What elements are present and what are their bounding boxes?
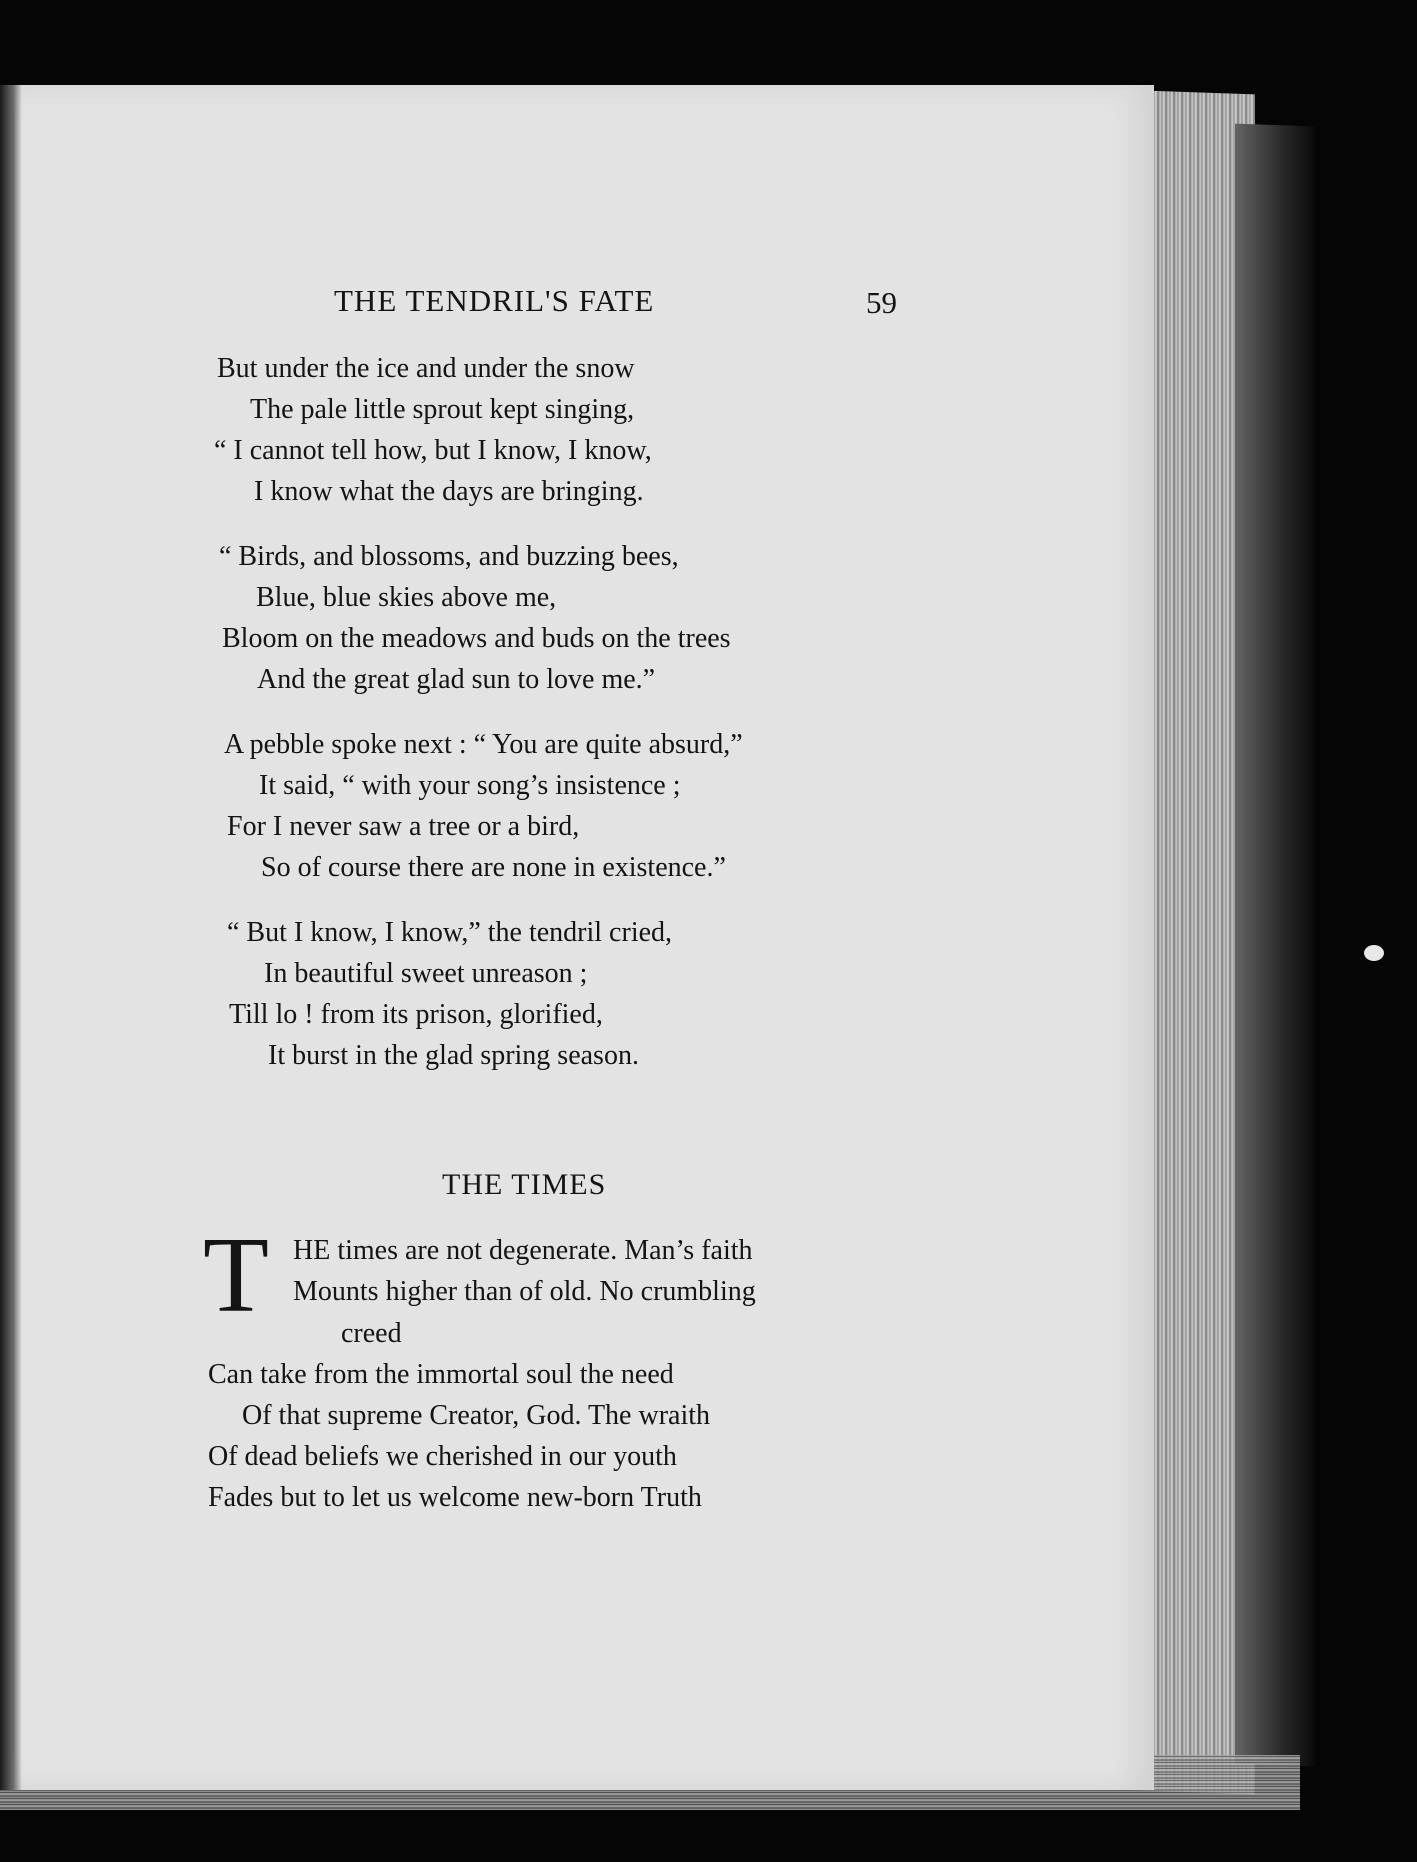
poem-line: It said, “ with your song’s insistence ;	[259, 770, 681, 801]
poem-line: But under the ice and under the snow	[217, 353, 635, 384]
poem-line: Fades but to let us welcome new-born Truth	[208, 1482, 702, 1513]
poem-line: Of that supreme Creator, God. The wraith	[242, 1400, 711, 1431]
dust-speck	[1364, 945, 1384, 961]
poem-title: THE TIMES	[442, 1168, 607, 1201]
poem-line: “ Birds, and blossoms, and buzzing bees,	[219, 541, 679, 572]
poem-line: Mounts higher than of old. No crumbling	[293, 1276, 756, 1307]
poem-line: The pale little sprout kept singing,	[250, 394, 635, 425]
poem-line: Bloom on the meadows and buds on the trees	[222, 623, 731, 654]
poem-line: “ I cannot tell how, but I know, I know,	[214, 435, 652, 466]
poem-line: A pebble spoke next : “ You are quite absurd,”	[224, 729, 743, 760]
poem-line: And the great glad sun to love me.”	[257, 664, 656, 695]
page-number: 59	[866, 285, 897, 320]
poem-line: So of course there are none in existence.”	[261, 852, 726, 883]
poem-line: Till lo ! from its prison, glorified,	[229, 999, 603, 1030]
drop-cap: T	[203, 1216, 269, 1335]
poem-line: It burst in the glad spring season.	[268, 1040, 639, 1071]
poem-line: HE times are not degenerate. Man’s faith	[293, 1235, 753, 1266]
poem-line: I know what the days are bringing.	[254, 476, 644, 507]
poem-line: creed	[341, 1318, 402, 1349]
poem-line: Blue, blue skies above me,	[256, 582, 557, 613]
poem-line: “ But I know, I know,” the tendril cried,	[227, 917, 673, 948]
poem-line: Of dead beliefs we cherished in our youth	[208, 1441, 677, 1472]
binding-shadow	[0, 85, 22, 1790]
poem-line: For I never saw a tree or a bird,	[227, 811, 580, 842]
poem-line: In beautiful sweet unreason ;	[264, 958, 588, 989]
poem-line: Can take from the immortal soul the need	[208, 1359, 674, 1390]
running-head-title: THE TENDRIL'S FATE	[334, 283, 655, 318]
